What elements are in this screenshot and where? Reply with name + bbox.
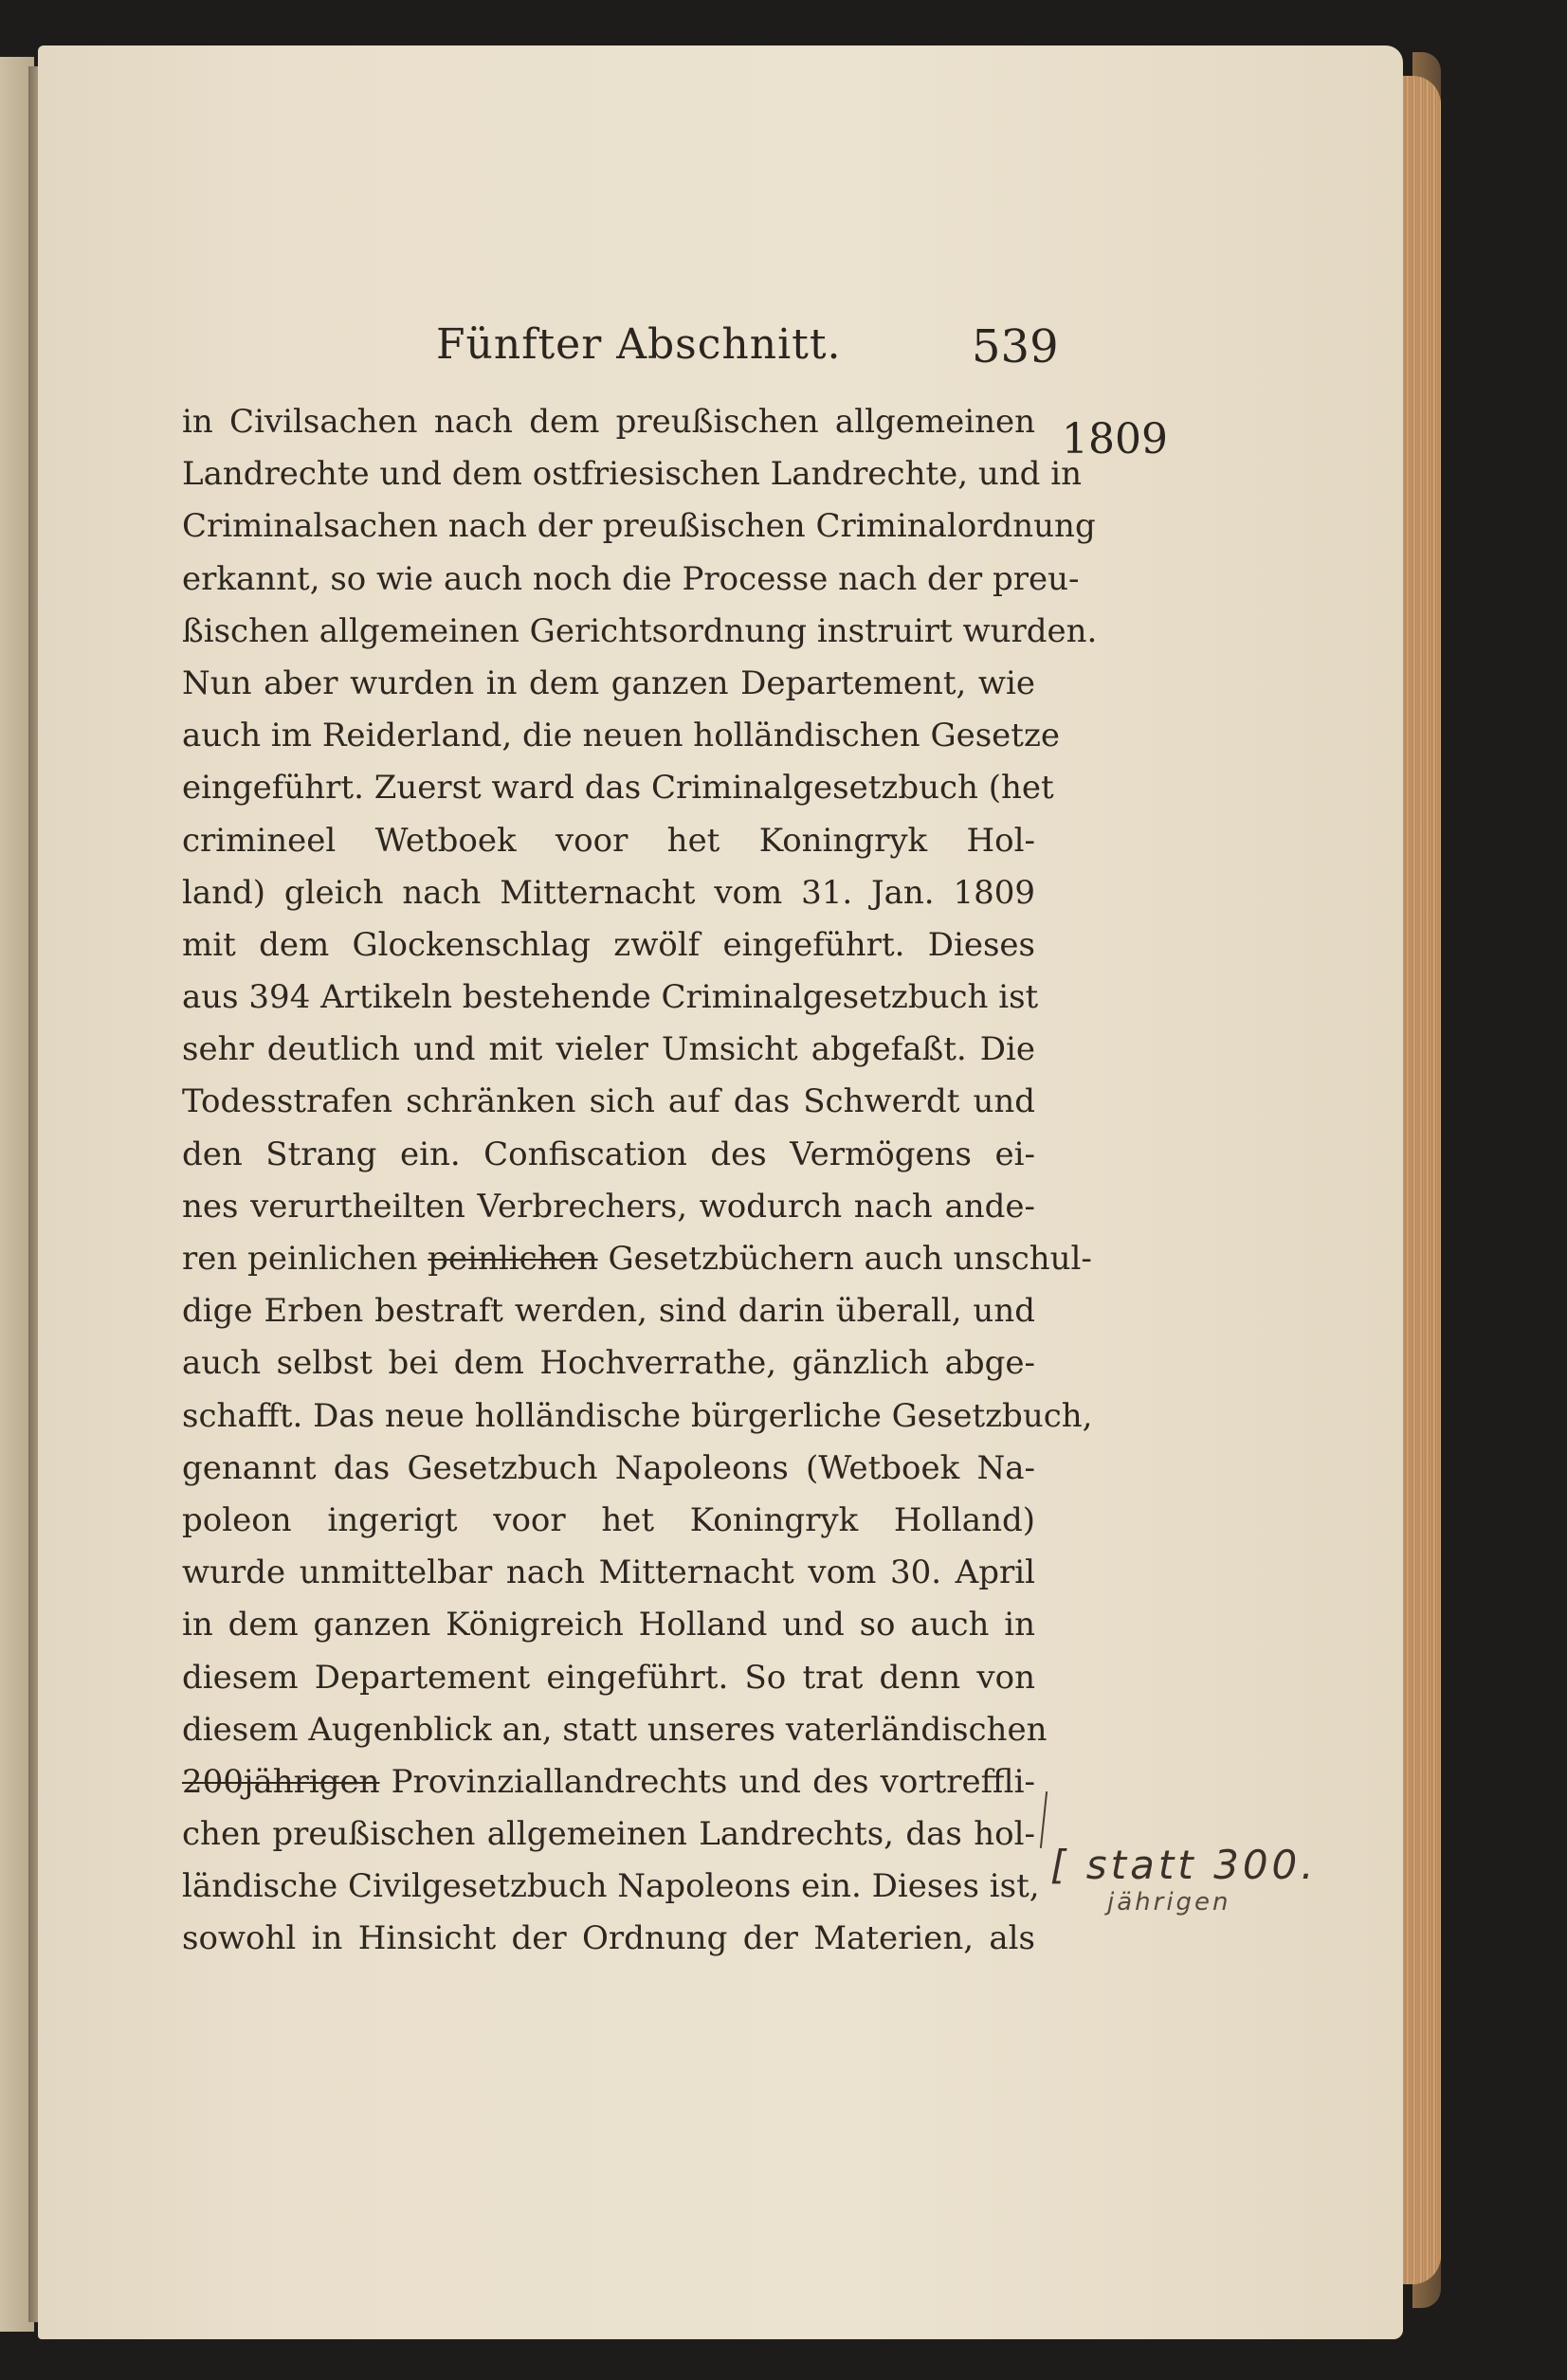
text-line: Nun aber wurden in dem ganzen Departement, wie bbox=[182, 663, 1035, 702]
margin-year: 1809 bbox=[1062, 415, 1168, 463]
text-line: mit dem Glockenschlag zwölf eingeführt. Dieses bbox=[182, 925, 1035, 964]
text-line: in Civilsachen nach dem preußischen allgemeinen bbox=[182, 403, 1035, 441]
text-line: sehr deutlich und mit vieler Umsicht abgefaßt. Die bbox=[182, 1030, 1035, 1069]
struck-word: 200jährigen bbox=[182, 1762, 380, 1801]
text-line: in dem ganzen Königreich Holland und so auch in bbox=[182, 1606, 1035, 1644]
text-line: aus 394 Artikeln bestehende Criminalgesetzbuch ist bbox=[182, 978, 1039, 1017]
text-line: nes verurtheilten Verbrechers, wodurch nach ande- bbox=[182, 1187, 1035, 1226]
text-line: diesem Departement eingeführt. So trat denn von bbox=[182, 1658, 1035, 1697]
text-line-with-strike bbox=[182, 1233, 1092, 1285]
text-line: auch im Reiderland, die neuen holländischen Gesetze bbox=[182, 717, 1060, 755]
body-text bbox=[182, 396, 1098, 1966]
text-line: schafft. Das neue holländische bürgerliche Gesetzbuch, bbox=[182, 1396, 1093, 1435]
text-line: diesem Augenblick an, statt unseres vaterländischen bbox=[182, 1710, 1048, 1749]
text-line: eingeführt. Zuerst ward das Criminalgesetzbuch (het bbox=[182, 769, 1054, 808]
text-line: chen preußischen allgemeinen Landrechts, das hol- bbox=[182, 1815, 1035, 1854]
text-segment: Gesetzbüchern auch unschul- bbox=[608, 1240, 1092, 1278]
text-segment: ren peinlichen bbox=[182, 1240, 418, 1278]
text-line: poleon ingerigt voor het Koningryk Holland) bbox=[182, 1500, 1035, 1539]
text-line: Criminalsachen nach der preußischen Criminalordnung bbox=[182, 507, 1096, 546]
text-line: dige Erben bestraft werden, sind darin überall, und bbox=[182, 1292, 1035, 1331]
text-line: genannt das Gesetzbuch Napoleons (Wetboek Na- bbox=[182, 1448, 1035, 1487]
text-line: den Strang ein. Confiscation des Vermögens ei- bbox=[182, 1135, 1035, 1173]
book-page bbox=[38, 45, 1403, 2339]
annotation-line-1: [ statt 300. bbox=[1050, 1842, 1318, 1888]
struck-word: peinlichen bbox=[428, 1240, 598, 1278]
annotation-line-2: jährigen bbox=[1107, 1888, 1231, 1917]
text-line: sowohl in Hinsicht der Ordnung der Materien, als bbox=[182, 1919, 1035, 1958]
text-line: crimineel Wetboek voor het Koningryk Hol- bbox=[182, 821, 1035, 860]
text-line: auch selbst bei dem Hochverrathe, gänzlich abge- bbox=[182, 1344, 1035, 1383]
text-line: ländische Civilgesetzbuch Napoleons ein. Dieses ist, bbox=[182, 1867, 1040, 1906]
text-segment: Provinziallandrechts und des vortreffli- bbox=[391, 1762, 1035, 1801]
text-line: Todesstrafen schränken sich auf das Schwerdt und bbox=[182, 1082, 1035, 1121]
text-line: wurde unmittelbar nach Mitternacht vom 30. April bbox=[182, 1553, 1035, 1592]
page-header bbox=[38, 320, 1403, 387]
handwritten-annotation bbox=[1050, 1842, 1318, 1917]
running-title: Fünfter Abschnitt. bbox=[436, 320, 842, 369]
text-line: Landrechte und dem ostfriesischen Landrechte, und in bbox=[182, 455, 1083, 494]
page-number: 539 bbox=[972, 320, 1059, 373]
text-line: land) gleich nach Mitternacht vom 31. Jan. 1809 bbox=[182, 873, 1035, 912]
text-line: erkannt, so wie auch noch die Processe nach der preu- bbox=[182, 559, 1080, 598]
text-line: ßischen allgemeinen Gerichtsordnung instruirt wurden. bbox=[182, 611, 1098, 650]
annotation-mark bbox=[1040, 1791, 1048, 1848]
text-line-with-strike bbox=[182, 1756, 1035, 1808]
